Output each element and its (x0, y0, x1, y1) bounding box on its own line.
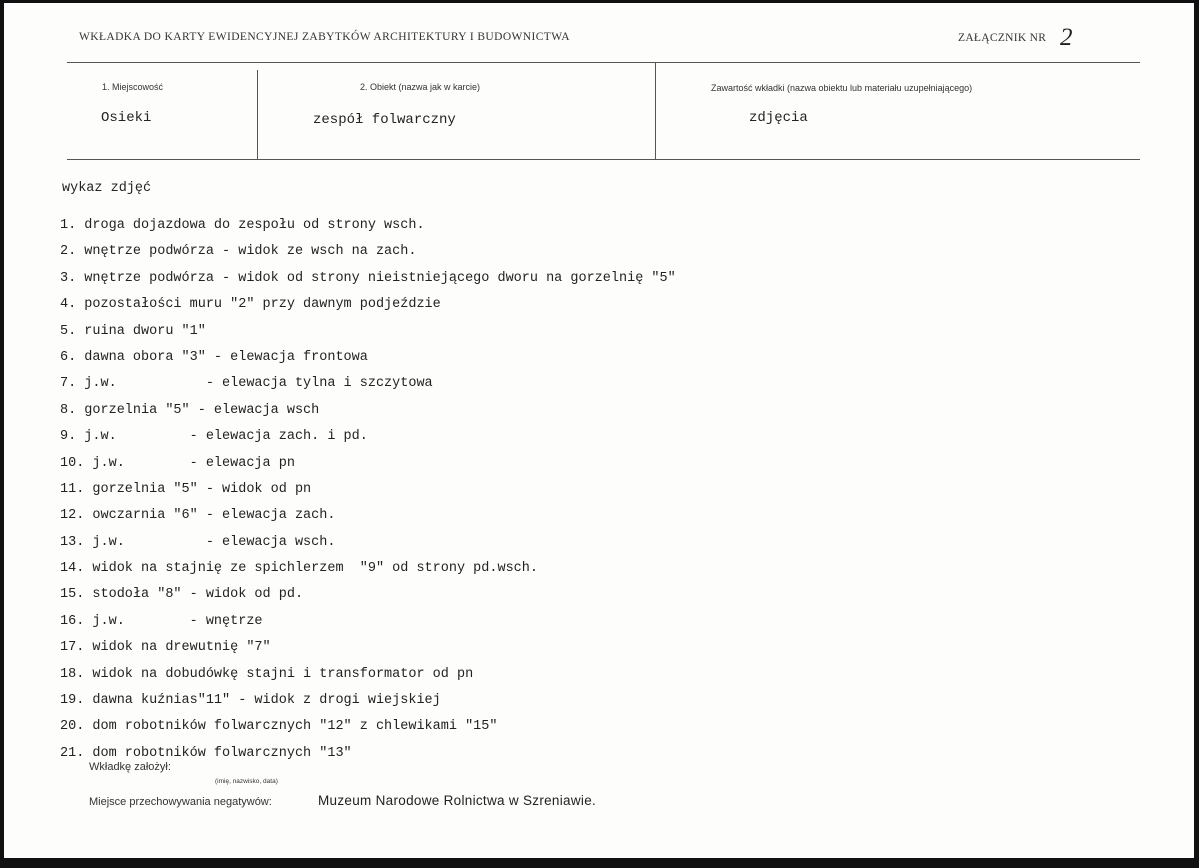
list-item: 18. widok na dobudówkę stajni i transformator od pn (60, 666, 474, 682)
list-item: 17. widok na drewutnię "7" (60, 640, 271, 656)
object-label: 2. Obiekt (nazwa jak w karcie) (360, 82, 481, 92)
list-item: 20. dom robotników folwarcznych "12" z chlewikami "15" (60, 719, 498, 735)
location-label: 1. Miejscowość (102, 82, 164, 92)
attachment-label: ZAŁĄCZNIK NR (958, 32, 1047, 44)
photo-list-heading: wykaz zdjęć (62, 181, 152, 196)
table-bottom-rule (67, 159, 1140, 160)
storage-value: Muzeum Narodowe Rolnictwa w Szreniawie. (318, 793, 597, 808)
list-item: 13. j.w. - elewacja wsch. (60, 534, 336, 550)
list-item: 15. stodoła "8" - widok od pd. (60, 587, 304, 603)
list-item: 21. dom robotników folwarcznych "13" (60, 745, 352, 761)
list-item: 8. gorzelnia "5" - elewacja wsch (60, 402, 320, 418)
object-value: zespół folwarczny (313, 112, 456, 128)
list-item: 14. widok na stajnię ze spichlerzem "9" od strony pd.wsch. (60, 561, 538, 577)
author-hint: (imię, nazwisko, data) (215, 778, 278, 785)
list-item: 10. j.w. - elewacja pn (60, 455, 295, 471)
list-item: 1. droga dojazdowa do zespołu od strony wsch. (60, 218, 425, 233)
list-item: 3. wnętrze podwórza - widok od strony nieistniejącego dworu na gorzelnię "5" (60, 270, 676, 286)
list-item: 6. dawna obora "3" - elewacja frontowa (60, 349, 368, 365)
author-label: Wkładkę założył: (89, 761, 171, 773)
list-item: 11. gorzelnia "5" - widok od pn (60, 481, 312, 497)
list-item: 12. owczarnia "6" - elewacja zach. (60, 508, 336, 524)
contents-label: Zawartość wkładki (nazwa obiektu lub materiału uzupełniającego) (711, 83, 973, 93)
table-top-rule (67, 62, 1140, 63)
list-item: 5. ruina dworu "1" (60, 323, 206, 339)
column-divider (655, 62, 656, 159)
list-item: 7. j.w. - elewacja tylna i szczytowa (60, 376, 433, 392)
attachment-number: 2 (1060, 24, 1073, 51)
photo-list (60, 213, 676, 767)
list-item: 19. dawna kuźnias"11" - widok z drogi wiejskiej (60, 693, 441, 709)
list-item: 2. wnętrze podwórza - widok ze wsch na zach. (60, 244, 417, 260)
storage-label: Miejsce przechowywania negatywów: (89, 796, 272, 808)
column-divider (257, 70, 258, 159)
contents-value: zdjęcia (749, 110, 808, 126)
list-item: 16. j.w. - wnętrze (60, 613, 263, 629)
list-item: 9. j.w. - elewacja zach. i pd. (60, 429, 368, 445)
list-item: 4. pozostałości muru "2" przy dawnym podjeździe (60, 297, 441, 313)
document-title: WKŁADKA DO KARTY EWIDENCYJNEJ ZABYTKÓW ARCHITEKTURY I BUDOWNICTWA (79, 31, 570, 43)
location-value: Osieki (101, 110, 152, 126)
